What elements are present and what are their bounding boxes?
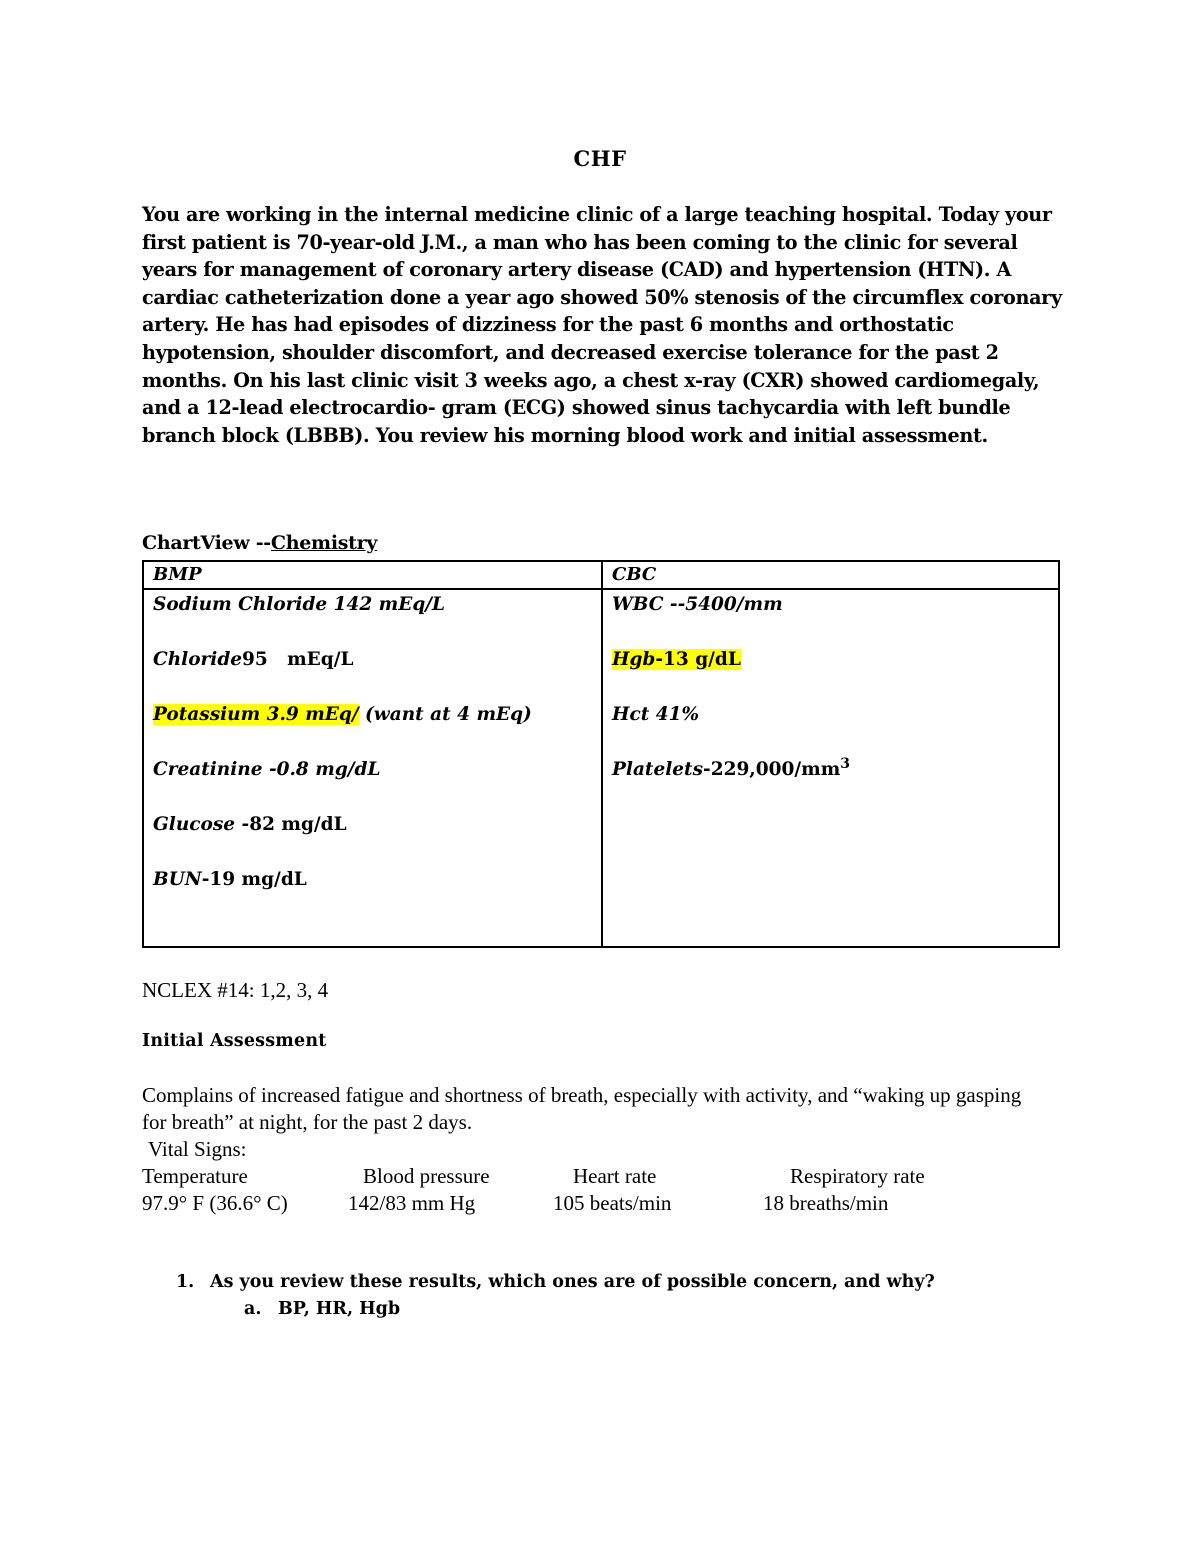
potassium-result <box>153 700 601 755</box>
temperature-label: Temperature <box>142 1164 248 1188</box>
case-intro-paragraph: You are working in the internal medicine clinic of a large teaching hospital. Today your first patient is 70-year-old J.M., a man who has been coming to the clinic for several years for management of coronary artery disease (CAD) and hypertension (HTN). A cardiac catheterization done a year ago showed 50% stenosis of the circumflex coronary artery. He has had episodes of dizziness for the past 6 months and orthostatic hypotension, shoulder discomfort, and decreased exercise tolerance for the past 2 months. On his last clinic visit 3 weeks ago, a chest x-ray (CXR) showed cardiomegaly, and a 12-lead electrocardio- gram (ECG) showed sinus tachycardia with left bundle branch block (LBBB). You review his morning blood work and initial assessment. <box>142 203 1062 447</box>
respiratory-rate-label: Respiratory rate <box>790 1164 925 1188</box>
bun-value: -19 mg/dL <box>201 869 307 890</box>
blood-pressure-value: 142/83 mm Hg <box>348 1191 476 1215</box>
bun-label: BUN <box>153 869 202 890</box>
bun-result <box>153 865 601 920</box>
temperature-value: 97.9° F (36.6° C) <box>142 1191 288 1215</box>
hgb-result <box>612 645 1058 700</box>
document-title: CHF <box>573 146 627 171</box>
blood-pressure-label: Blood pressure <box>363 1164 490 1188</box>
hct-result: Hct 41% <box>612 704 700 725</box>
question-1-text: As you review these results, which ones are of possible concern, and why? <box>210 1272 935 1292</box>
wbc-result: WBC --5400/mm <box>612 594 783 615</box>
question-1a-answer: BP, HR, Hgb <box>278 1299 401 1319</box>
heart-rate-label: Heart rate <box>573 1164 657 1188</box>
question-1-number: 1. <box>176 1272 195 1292</box>
heart-rate-value: 105 beats/min <box>553 1191 672 1215</box>
platelets-result <box>612 755 1058 810</box>
nclex-answer: NCLEX #14: 1,2, 3, 4 <box>142 978 329 1002</box>
bmp-header: BMP <box>143 561 602 589</box>
platelets-value: -229,000/mm <box>703 759 841 780</box>
platelets-label: Platelets <box>612 759 704 780</box>
potassium-value-highlighted: Potassium 3.9 mEq/ <box>153 704 359 725</box>
bmp-values-cell <box>143 589 602 947</box>
cbc-values-cell <box>602 589 1059 947</box>
glucose-label: Glucose <box>153 814 236 835</box>
chloride-result <box>153 645 601 700</box>
lab-values-row <box>143 589 1059 947</box>
vital-signs-label: Vital Signs: <box>148 1137 247 1161</box>
lab-header-row <box>143 561 1059 589</box>
creatinine-result: Creatinine -0.8 mg/dL <box>153 759 381 780</box>
glucose-result <box>153 810 601 865</box>
chart-view-prefix: ChartView -- <box>142 532 271 554</box>
potassium-note: (want at 4 mEq) <box>358 704 532 725</box>
hgb-label: Hgb <box>612 649 656 670</box>
hgb-highlighted <box>612 649 741 670</box>
glucose-value: -82 mg/dL <box>235 814 347 835</box>
lab-results-table <box>142 560 1060 948</box>
chart-view-section: Chemistry <box>270 532 378 554</box>
question-1 <box>176 1272 935 1292</box>
sodium-result: Sodium Chloride 142 mEq/L <box>153 594 446 615</box>
respiratory-rate-value: 18 breaths/min <box>763 1191 889 1215</box>
question-1a <box>244 1299 400 1319</box>
hgb-value: -13 g/dL <box>655 649 741 670</box>
chief-complaint: Complains of increased fatigue and shortness of breath, especially with activity, and “waking up gasping for breath” at night, for the past 2 days. <box>142 1083 1022 1134</box>
chart-view-heading <box>142 532 377 554</box>
question-1a-letter: a. <box>244 1299 262 1319</box>
chloride-value: 95 mEq/L <box>242 649 354 670</box>
chloride-label: Chloride <box>153 649 243 670</box>
cbc-header: CBC <box>602 561 1059 589</box>
platelets-superscript: 3 <box>840 756 851 772</box>
initial-assessment-heading: Initial Assessment <box>142 1031 327 1051</box>
